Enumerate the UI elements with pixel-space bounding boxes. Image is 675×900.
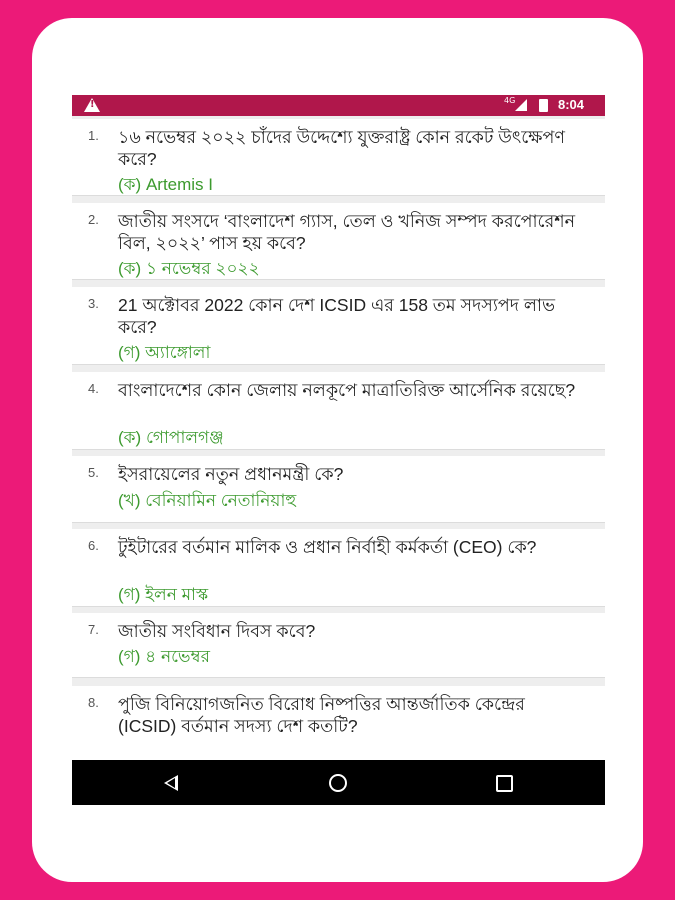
answer-text: (গ) ৪ নভেম্বর: [118, 647, 210, 666]
question-text: পুজি বিনিয়োগজনিত বিরোধ নিষ্পত্তির আন্তর্জাতিক কেন্দ্রের (ICSID) বর্তমান সদস্য দেশ কতটি?: [118, 694, 525, 736]
answer-text: (গ) অ্যাঙ্গোলা: [118, 343, 211, 362]
question-text: ইসরায়েলের নতুন প্রধানমন্ত্রী কে?: [118, 464, 344, 484]
warning-icon: [84, 98, 100, 112]
question-text: জাতীয় সংসদে ‘বাংলাদেশ গ্যাস, তেল ও খনিজ সম্পদ করপোরেশন বিল, ২০২২’ পাস হয় কবে?: [118, 211, 576, 253]
item-number: 7.: [88, 622, 99, 637]
navigation-bar: [72, 760, 605, 805]
list-item[interactable]: [72, 456, 605, 523]
item-number: 2.: [88, 212, 99, 227]
list-item[interactable]: [72, 203, 605, 280]
answer-text: (ক) গোপালগঞ্জ: [118, 428, 224, 447]
answer-text: (ক) ১ নভেম্বর ২০২২: [118, 259, 260, 278]
network-type: 4G: [504, 96, 516, 105]
question-list[interactable]: [72, 116, 605, 760]
item-number: 6.: [88, 538, 99, 553]
list-item[interactable]: [72, 119, 605, 196]
status-time: 8:04: [558, 97, 585, 112]
home-icon[interactable]: [329, 774, 347, 792]
list-item[interactable]: [72, 613, 605, 678]
item-number: 8.: [88, 695, 99, 710]
item-number: 1.: [88, 128, 99, 143]
back-icon[interactable]: [164, 775, 178, 791]
question-text: ১৬ নভেম্বর ২০২২ চাঁদের উদ্দেশ্যে যুক্তরাষ্ট্র কোন রকেট উৎক্ষেপণ করে?: [118, 127, 565, 169]
signal-icon: [515, 99, 527, 111]
question-text: বাংলাদেশের কোন জেলায় নলকূপে মাত্রাতিরিক্ত আর্সেনিক রয়েছে?: [118, 380, 576, 400]
phone-screen: [72, 95, 605, 805]
battery-icon: [539, 99, 548, 112]
list-item[interactable]: [72, 529, 605, 607]
item-number: 5.: [88, 465, 99, 480]
list-item[interactable]: [72, 287, 605, 365]
question-text: 21 অক্টোবর 2022 কোন দেশ ICSID এর 158 তম সদস্যপদ লাভ করে?: [118, 295, 555, 337]
answer-text: (ক) Artemis I: [118, 175, 214, 194]
list-item[interactable]: [72, 372, 605, 450]
list-item[interactable]: [72, 686, 605, 760]
item-number: 3.: [88, 296, 99, 311]
answer-text: (গ) ইলন মাস্ক: [118, 585, 209, 604]
answer-text: (খ) বেনিয়ামিন নেতানিয়াহু: [118, 491, 297, 510]
question-text: টুইটারের বর্তমান মালিক ও প্রধান নির্বাহী কর্মকর্তা (CEO) কে?: [118, 537, 537, 557]
item-number: 4.: [88, 381, 99, 396]
recent-apps-icon[interactable]: [496, 775, 513, 792]
status-bar: [72, 95, 605, 116]
question-text: জাতীয় সংবিধান দিবস কবে?: [118, 621, 316, 641]
